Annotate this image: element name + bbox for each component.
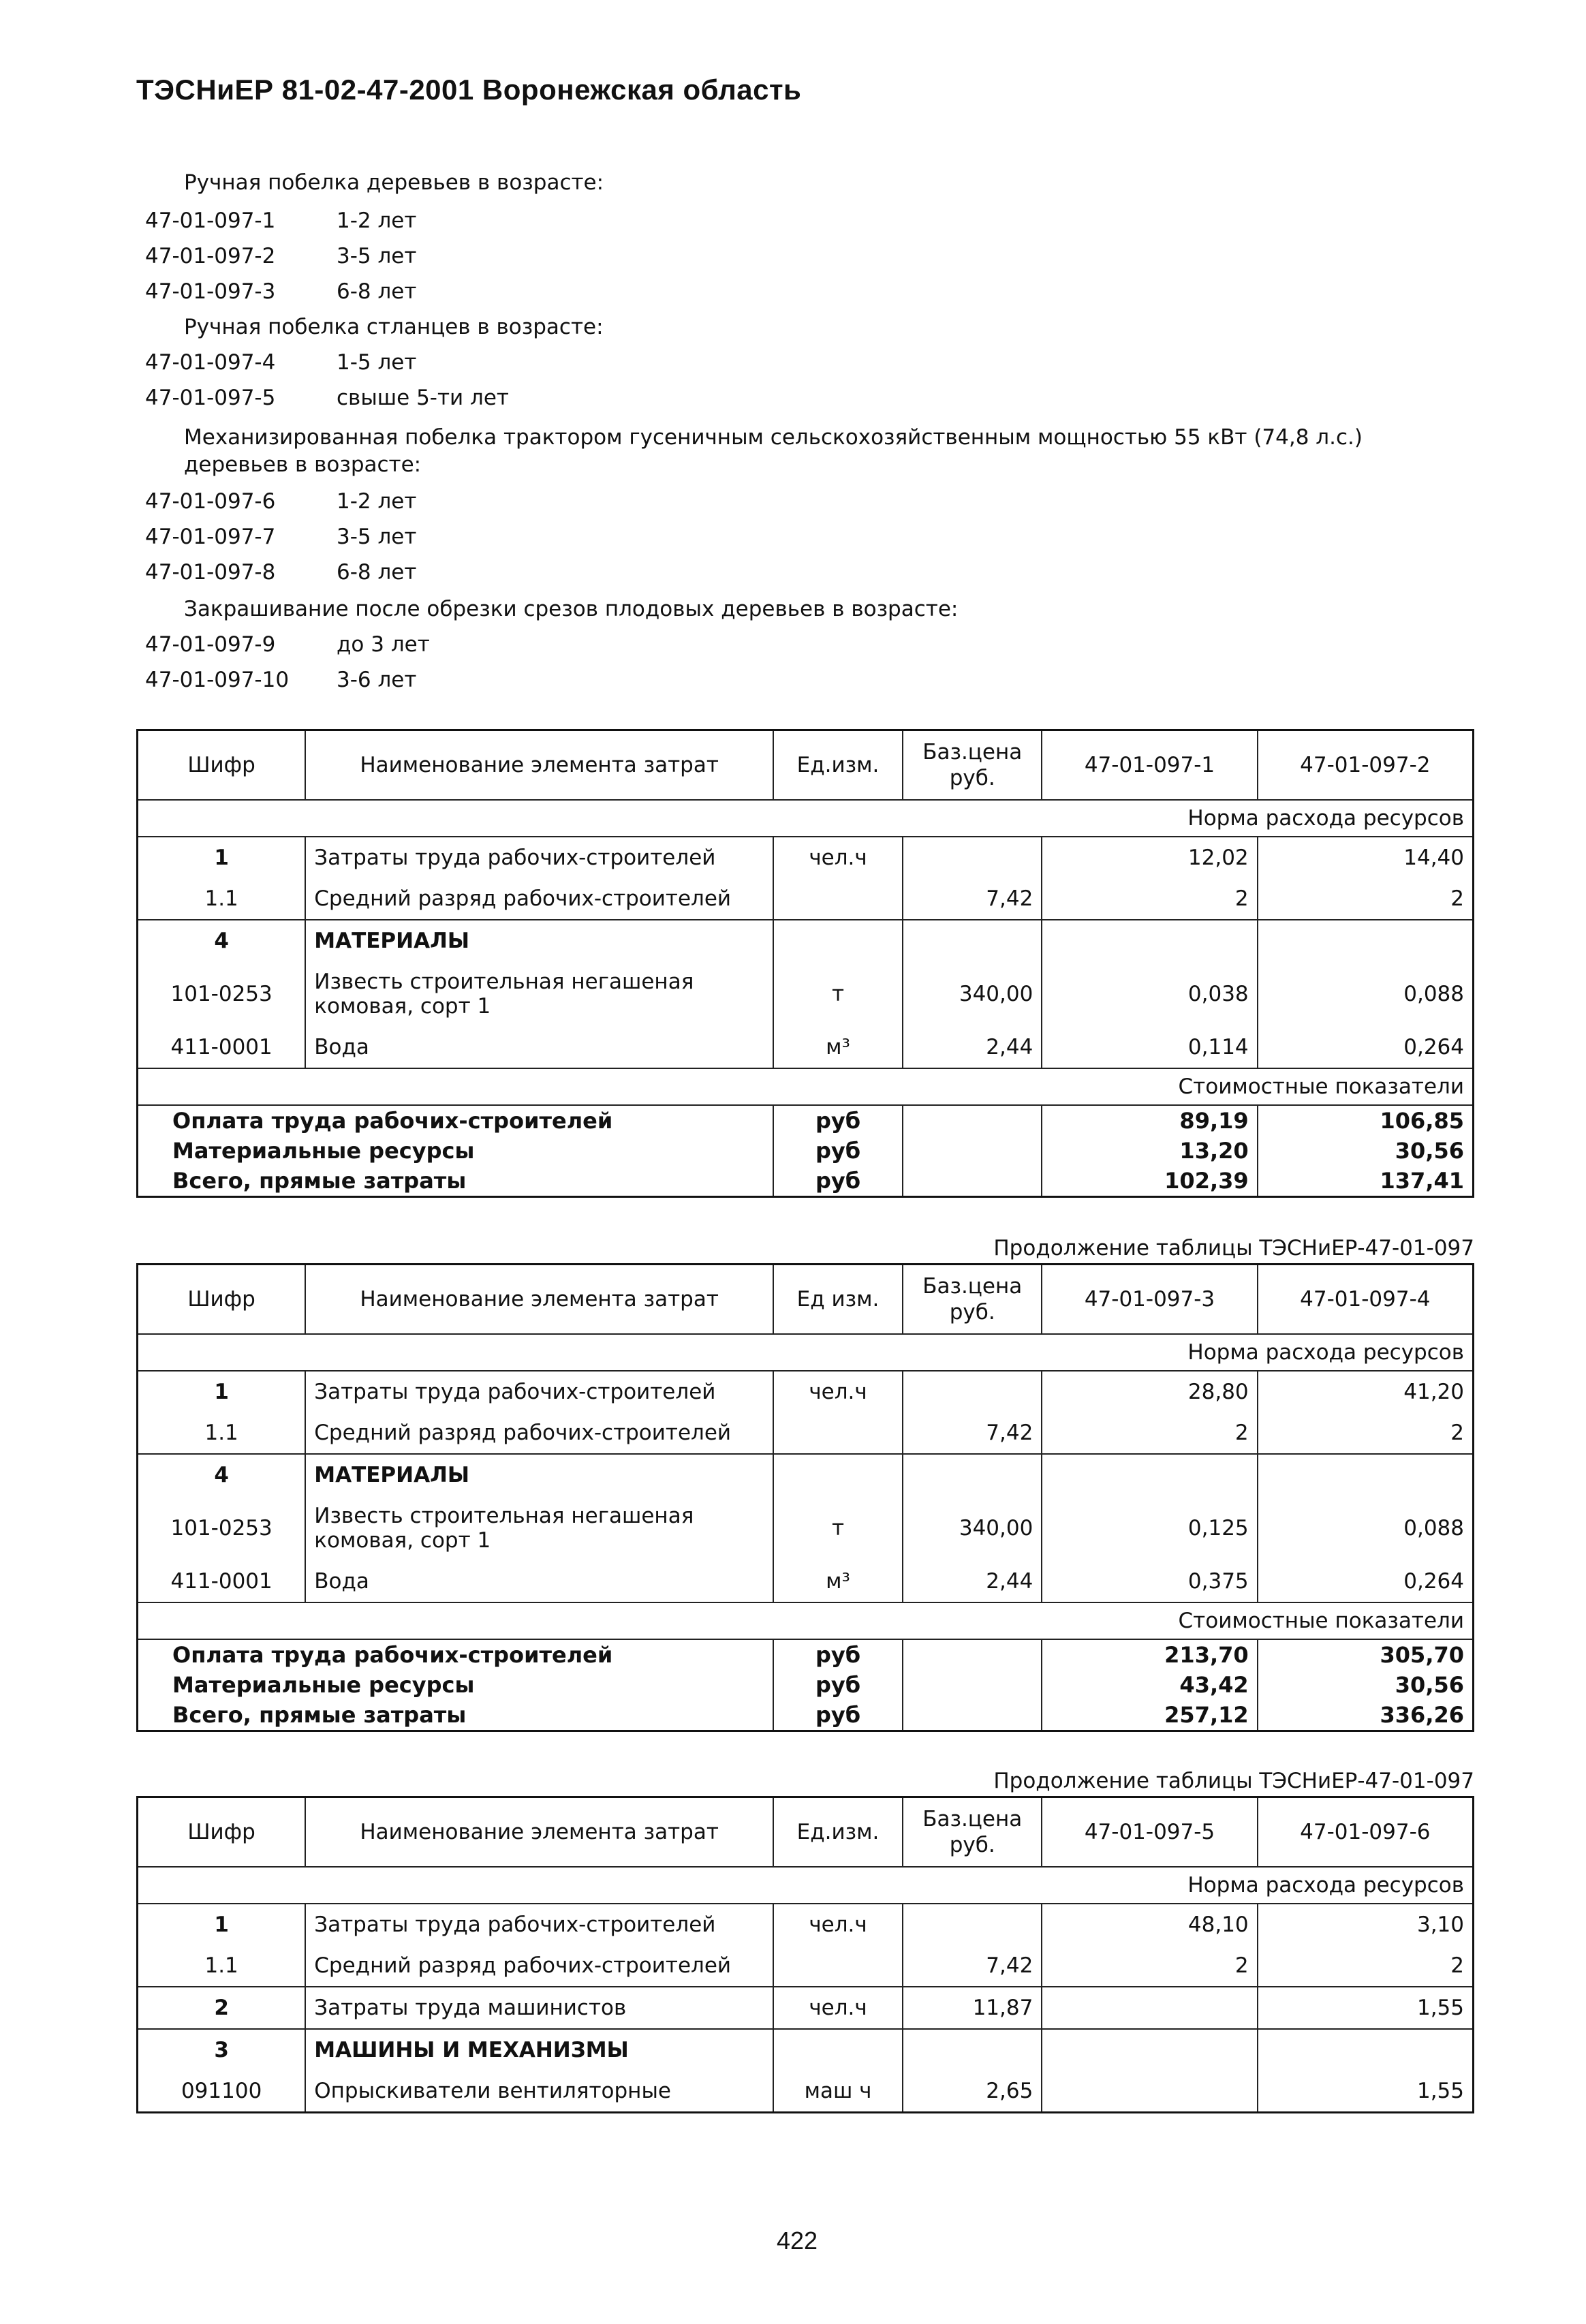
cell-value: 48,10: [1042, 1904, 1257, 1945]
summary-unit: руб: [773, 1670, 903, 1700]
summary-label: Материальные ресурсы: [172, 1672, 475, 1698]
cell-empty: [903, 1639, 1042, 1670]
cell-value: 2: [1042, 1945, 1257, 1987]
cell-unit: [773, 878, 903, 920]
cell-value: 1,55: [1258, 2071, 1474, 2113]
cell-value: 2: [1042, 878, 1257, 920]
cell-code: 411-0001: [170, 1569, 273, 1594]
cell-price: 2,44: [903, 1561, 1042, 1602]
cell-code: 1: [214, 1380, 229, 1404]
cell-price: 7,42: [903, 1945, 1042, 1987]
table-header-row: [138, 1265, 1474, 1335]
list-code: 47-01-097-2: [145, 244, 276, 268]
summary-value: 257,12: [1042, 1700, 1257, 1731]
table-row: [138, 920, 1474, 961]
table-row: [138, 1454, 1474, 1496]
cell-empty: [903, 2029, 1042, 2071]
cell-code: 411-0001: [170, 1035, 273, 1059]
cell-empty: [903, 1454, 1042, 1496]
col-header-price: Баз.цена руб.: [903, 730, 1042, 801]
col-header-name: Наименование элемента затрат: [305, 1265, 773, 1335]
cell-unit: чел.ч: [773, 837, 903, 878]
summary-value: 89,19: [1042, 1105, 1257, 1136]
summary-value: 213,70: [1042, 1639, 1257, 1670]
col-header-name: Наименование элемента затрат: [305, 1797, 773, 1868]
col-header-variant: 47-01-097-4: [1258, 1265, 1474, 1335]
col-header-variant: 47-01-097-2: [1258, 730, 1474, 801]
summary-value: 102,39: [1042, 1166, 1257, 1197]
cell-value: 14,40: [1258, 837, 1474, 878]
table-row: [138, 1027, 1474, 1068]
cell-price: [903, 1371, 1042, 1412]
summary-unit: руб: [773, 1700, 903, 1731]
resource-table-1: [136, 729, 1474, 1198]
list-code: 47-01-097-10: [145, 668, 290, 692]
cell-unit: [773, 1945, 903, 1987]
table-row: [138, 1496, 1474, 1561]
summary-row: [138, 1105, 1474, 1136]
col-header-unit: Ед.изм.: [773, 1797, 903, 1868]
summary-unit: руб: [773, 1166, 903, 1197]
list-code: 47-01-097-7: [145, 525, 276, 549]
list-code: 47-01-097-5: [145, 386, 276, 410]
section-row: [138, 1602, 1474, 1639]
list-text: 3-5 лет: [337, 244, 417, 268]
continuation-caption: Продолжение таблицы ТЭСНиЕР-47-01-097: [993, 1769, 1474, 1793]
cell-empty: [1258, 1454, 1474, 1496]
cell-name: МАШИНЫ И МЕХАНИЗМЫ: [305, 2029, 773, 2071]
cell-code: 2: [138, 1987, 306, 2029]
summary-row: [138, 1670, 1474, 1700]
table-row: [138, 961, 1474, 1027]
list-text: 6-8 лет: [337, 560, 417, 585]
resource-table-3: [136, 1796, 1474, 2113]
cell-empty: [903, 1136, 1042, 1166]
table-row: [138, 1945, 1474, 1987]
cell-name: Опрыскиватели вентиляторные: [305, 2071, 773, 2113]
table-header-row: [138, 1797, 1474, 1868]
cell-code: 4: [138, 920, 306, 961]
col-header-price: Баз.цена руб.: [903, 1265, 1042, 1335]
list-code: 47-01-097-8: [145, 560, 276, 585]
col-header-code: Шифр: [138, 1797, 306, 1868]
cell-value: 0,375: [1042, 1561, 1257, 1602]
cell-value: 0,114: [1042, 1027, 1257, 1068]
cell-name: МАТЕРИАЛЫ: [305, 1454, 773, 1496]
cell-price: 2,44: [903, 1027, 1042, 1068]
cell-empty: [773, 2029, 903, 2071]
section-row: [138, 1867, 1474, 1904]
col-header-unit: Ед изм.: [773, 1265, 903, 1335]
page-number: 422: [777, 2227, 818, 2255]
cell-value: [1042, 2071, 1257, 2113]
cell-empty: [903, 1166, 1042, 1197]
cell-value: 1,55: [1258, 1987, 1474, 2029]
cell-value: 0,125: [1042, 1496, 1257, 1561]
summary-label: Всего, прямые затраты: [172, 1168, 467, 1194]
continuation-caption: Продолжение таблицы ТЭСНиЕР-47-01-097: [993, 1236, 1474, 1260]
summary-row: [138, 1639, 1474, 1670]
cell-name: Затраты труда машинистов: [305, 1987, 773, 2029]
col-header-variant: 47-01-097-1: [1042, 730, 1257, 801]
summary-value: 30,56: [1258, 1136, 1474, 1166]
cell-name: Известь строительная негашеная комовая, сорт 1: [305, 1496, 773, 1561]
group-title: Закрашивание после обрезки срезов плодовых деревьев в возрасте:: [184, 597, 959, 621]
cell-empty: [1042, 2029, 1257, 2071]
cell-value: 12,02: [1042, 837, 1257, 878]
cell-value: 2: [1258, 878, 1474, 920]
list-text: 1-2 лет: [337, 489, 417, 514]
section-row: [138, 1068, 1474, 1105]
cell-name: МАТЕРИАЛЫ: [305, 920, 773, 961]
resource-table-2: [136, 1263, 1474, 1732]
list-text: свыше 5-ти лет: [337, 386, 509, 410]
summary-label: Всего, прямые затраты: [172, 1702, 467, 1728]
cell-code: 1.1: [204, 1421, 238, 1445]
cell-value: 0,264: [1258, 1027, 1474, 1068]
cell-unit: чел.ч: [773, 1904, 903, 1945]
summary-label: Материальные ресурсы: [172, 1138, 475, 1164]
list-code: 47-01-097-1: [145, 208, 276, 233]
cell-price: [903, 837, 1042, 878]
list-code: 47-01-097-6: [145, 489, 276, 514]
summary-label: Оплата труда рабочих-строителей: [172, 1108, 613, 1134]
cell-unit: чел.ч: [773, 1987, 903, 2029]
cell-empty: [1042, 920, 1257, 961]
cell-unit: [773, 1412, 903, 1454]
list-text: 1-2 лет: [337, 208, 417, 233]
summary-value: 30,56: [1258, 1670, 1474, 1700]
section-label: Норма расхода ресурсов: [138, 1334, 1474, 1371]
col-header-name: Наименование элемента затрат: [305, 730, 773, 801]
cell-value: [1042, 1987, 1257, 2029]
cell-code: 1: [214, 1912, 229, 1937]
cell-code: 101-0253: [170, 982, 273, 1006]
list-text: 6-8 лет: [337, 279, 417, 304]
document-header: ТЭСНиЕР 81-02-47-2001 Воронежская область: [136, 74, 802, 106]
cell-value: 2: [1042, 1412, 1257, 1454]
cell-code: 091100: [181, 2079, 262, 2103]
cell-unit: т: [773, 1496, 903, 1561]
cell-code: 1.1: [204, 1953, 238, 1978]
cell-name: Известь строительная негашеная комовая, сорт 1: [305, 961, 773, 1027]
summary-row: [138, 1700, 1474, 1731]
cell-price: 11,87: [903, 1987, 1042, 2029]
col-header-price: Баз.цена руб.: [903, 1797, 1042, 1868]
cell-unit: м³: [773, 1561, 903, 1602]
cell-name: Затраты труда рабочих-строителей: [305, 837, 773, 878]
cell-empty: [903, 1700, 1042, 1731]
cell-name: Средний разряд рабочих-строителей: [305, 1945, 773, 1987]
group-title: Ручная побелка деревьев в возрасте:: [184, 170, 604, 195]
summary-value: 13,20: [1042, 1136, 1257, 1166]
cell-value: 0,038: [1042, 961, 1257, 1027]
cell-code: 1: [214, 846, 229, 870]
summary-value: 137,41: [1258, 1166, 1474, 1197]
table-row: [138, 1371, 1474, 1412]
summary-unit: руб: [773, 1136, 903, 1166]
cell-code: 1.1: [204, 886, 238, 911]
cell-empty: [903, 1670, 1042, 1700]
summary-row: [138, 1166, 1474, 1197]
cell-name: Средний разряд рабочих-строителей: [305, 1412, 773, 1454]
table-row: [138, 2029, 1474, 2071]
cell-code: 3: [138, 2029, 306, 2071]
cell-price: 340,00: [903, 961, 1042, 1027]
col-header-variant: 47-01-097-3: [1042, 1265, 1257, 1335]
table-row: [138, 1904, 1474, 1945]
col-header-unit: Ед.изм.: [773, 730, 903, 801]
section-label: Стоимостные показатели: [138, 1602, 1474, 1639]
table-row: [138, 2071, 1474, 2113]
cell-name: Средний разряд рабочих-строителей: [305, 878, 773, 920]
list-code: 47-01-097-3: [145, 279, 276, 304]
list-text: 3-5 лет: [337, 525, 417, 549]
cell-value: 3,10: [1258, 1904, 1474, 1945]
table-row: [138, 1412, 1474, 1454]
table-header-row: [138, 730, 1474, 801]
cell-empty: [1258, 2029, 1474, 2071]
cell-value: 2: [1258, 1945, 1474, 1987]
col-header-code: Шифр: [138, 1265, 306, 1335]
list-text: 3-6 лет: [337, 668, 417, 692]
list-text: до 3 лет: [337, 632, 430, 657]
table-row: [138, 837, 1474, 878]
cell-empty: [903, 920, 1042, 961]
col-header-variant: 47-01-097-6: [1258, 1797, 1474, 1868]
cell-code: 101-0253: [170, 1516, 273, 1540]
cell-value: 2: [1258, 1412, 1474, 1454]
summary-unit: руб: [773, 1639, 903, 1670]
cell-name: Затраты труда рабочих-строителей: [305, 1371, 773, 1412]
section-label: Норма расхода ресурсов: [138, 1867, 1474, 1904]
summary-value: 305,70: [1258, 1639, 1474, 1670]
cell-unit: маш ч: [773, 2071, 903, 2113]
group-title: Ручная побелка стланцев в возрасте:: [184, 315, 604, 339]
section-row: [138, 1334, 1474, 1371]
cell-empty: [773, 920, 903, 961]
summary-value: 106,85: [1258, 1105, 1474, 1136]
section-label: Стоимостные показатели: [138, 1068, 1474, 1105]
list-code: 47-01-097-9: [145, 632, 276, 657]
col-header-variant: 47-01-097-5: [1042, 1797, 1257, 1868]
list-code: 47-01-097-4: [145, 350, 276, 375]
cell-name: Вода: [305, 1561, 773, 1602]
cell-unit: т: [773, 961, 903, 1027]
cell-value: 41,20: [1258, 1371, 1474, 1412]
col-header-code: Шифр: [138, 730, 306, 801]
cell-value: 28,80: [1042, 1371, 1257, 1412]
summary-value: 43,42: [1042, 1670, 1257, 1700]
cell-price: 7,42: [903, 878, 1042, 920]
cell-unit: м³: [773, 1027, 903, 1068]
cell-value: 0,264: [1258, 1561, 1474, 1602]
summary-label: Оплата труда рабочих-строителей: [172, 1642, 613, 1668]
cell-empty: [1258, 920, 1474, 961]
section-row: [138, 800, 1474, 837]
cell-empty: [1042, 1454, 1257, 1496]
table-row: [138, 1987, 1474, 2029]
cell-name: Затраты труда рабочих-строителей: [305, 1904, 773, 1945]
table-row: [138, 1561, 1474, 1602]
cell-name: Вода: [305, 1027, 773, 1068]
summary-row: [138, 1136, 1474, 1166]
cell-price: [903, 1904, 1042, 1945]
cell-price: 340,00: [903, 1496, 1042, 1561]
cell-value: 0,088: [1258, 961, 1474, 1027]
cell-code: 4: [138, 1454, 306, 1496]
section-label: Норма расхода ресурсов: [138, 800, 1474, 837]
cell-empty: [773, 1454, 903, 1496]
cell-unit: чел.ч: [773, 1371, 903, 1412]
cell-empty: [903, 1105, 1042, 1136]
summary-value: 336,26: [1258, 1700, 1474, 1731]
list-text: 1-5 лет: [337, 350, 417, 375]
cell-value: 0,088: [1258, 1496, 1474, 1561]
cell-price: 2,65: [903, 2071, 1042, 2113]
cell-price: 7,42: [903, 1412, 1042, 1454]
table-row: [138, 878, 1474, 920]
group-title: Механизированная побелка трактором гусеничным сельскохозяйственным мощностью 55 кВт (74,8 л.с.) деревьев в возрасте:: [184, 425, 1363, 477]
summary-unit: руб: [773, 1105, 903, 1136]
